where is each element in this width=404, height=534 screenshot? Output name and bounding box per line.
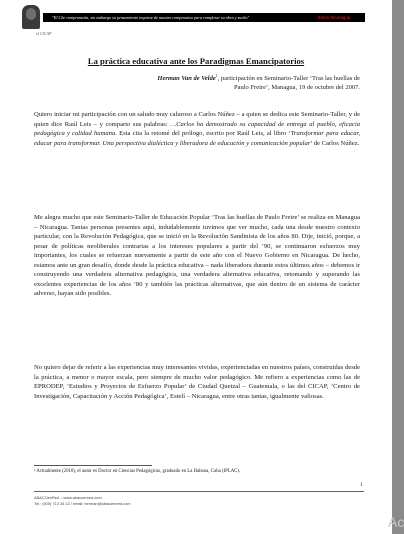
author-name: Herman Van de Velde <box>157 75 216 83</box>
header-quote: "El Che comprometía, sin embargo su pensamiento requiere de nuestro compromiso para completar su obra y sueño" <box>52 15 250 20</box>
paragraph-1 <box>34 110 360 148</box>
paragraph-1-text-a: Quiero iniciar mi participación con un saludo muy caluroso a Carlos Núñez – a quien se dedica este Seminario-Taller, y de quien dice Raúl Leis – y comparto sus palabras: <box>34 111 360 128</box>
footnote-divider <box>34 465 152 466</box>
logo-caption: el CICAP <box>36 31 52 36</box>
page-number: 1 <box>360 482 363 488</box>
paragraph-1-book-title: Transformar para educar, educar para transformar. Una perspectiva dialéctica y liberadora de educación y comunicación popular <box>34 130 360 147</box>
footnote: ¹ Actualmente (2010), el autor es Doctor en Ciencias Pedagógicas, graduado en La Habana, Cuba (IPLAC). <box>34 469 241 474</box>
header-location: Estelí Nicaragua <box>318 15 351 20</box>
footer-divider <box>34 491 364 492</box>
footer-contact[interactable]: Tel.: (505) 713 34 13 / email: herman@abacoenred.com <box>34 501 131 506</box>
paragraph-1-text-b: Esta cita la retomé del prólogo, escrito por Raúl Leis, al libro ‘ <box>116 130 291 137</box>
watermark-text: Ac <box>388 514 404 530</box>
logo-portrait-icon <box>22 5 40 29</box>
author-details: , participación en Seminario-Taller ‘Tras las huellas de Paulo Freire’, Managua, 19 de octubre del 2007. <box>217 75 360 91</box>
author-line <box>150 72 360 92</box>
footer-website[interactable]: ABACOenRed – www.abacoenred.com <box>34 495 102 500</box>
paragraph-2: Me alegra mucho que este Seminario-Taller de Educación Popular ‘Tras las huellas de Paulo Freire’ se realiza en Managua – Nicaragua. Tantas personas presentes aquí, indudablemente tuvimos que ver mucho, cada una desde nuestro contexto particular, con la Revolución Pedagógica, que se inició en la Revolución Sandinista de los años 80. Dije, inició, porque, a pesar de políticas neoliberales contrarias a los intereses populares a partir del ’90, se continuaron esfuerzos muy importantes, los cuales se refuerzan nuevamente a partir de este año con el Nuevo Gobierno en Nicaragua. De hecho, estamos ante un gran desafío, donde desde la práctica educativa – nada liberadora durante estos últimos años – debemos ir construyendo una verdadera alternativa pedagógica, una verdadera alternativa educativa, retomando y superando las excelentes experiencias de los años ’80 y también las prácticas alternativas, que aún dentro de un sistema de carácter adverso, hayan sido posibles. <box>34 214 360 297</box>
document-title: La práctica educativa ante los Paradigmas Emancipatorios <box>87 56 305 66</box>
footnote-ref: 1 <box>215 73 218 78</box>
paragraph-1-text-c: ’ de Carlos Núñez. <box>310 139 360 147</box>
paragraph-3: No quiero dejar de referir a las experiencias muy interesantes vividas, experienciadas en nuestros países, construidas desde la práctica, a menor o mayor escala, pero siempre de mucho valor pedagógico. Me refiero a experiencias como las de EPRODEP, ‘Estudios y Proyectos de Esfuerzo Popular’ de Ciudad Quetzal – Guatemala, o las del CICAP, ‘Centro de Investigación, Capacitación y Acción Pedagógica’, Estelí – Nicaragua, entre otras tantas, igualmente valiosas. <box>34 364 360 400</box>
paragraph-1-quote: …Carlos ha demostrado su capacidad de entrega al pueblo, eficacia pedagógica y calidad humana. <box>34 120 360 137</box>
